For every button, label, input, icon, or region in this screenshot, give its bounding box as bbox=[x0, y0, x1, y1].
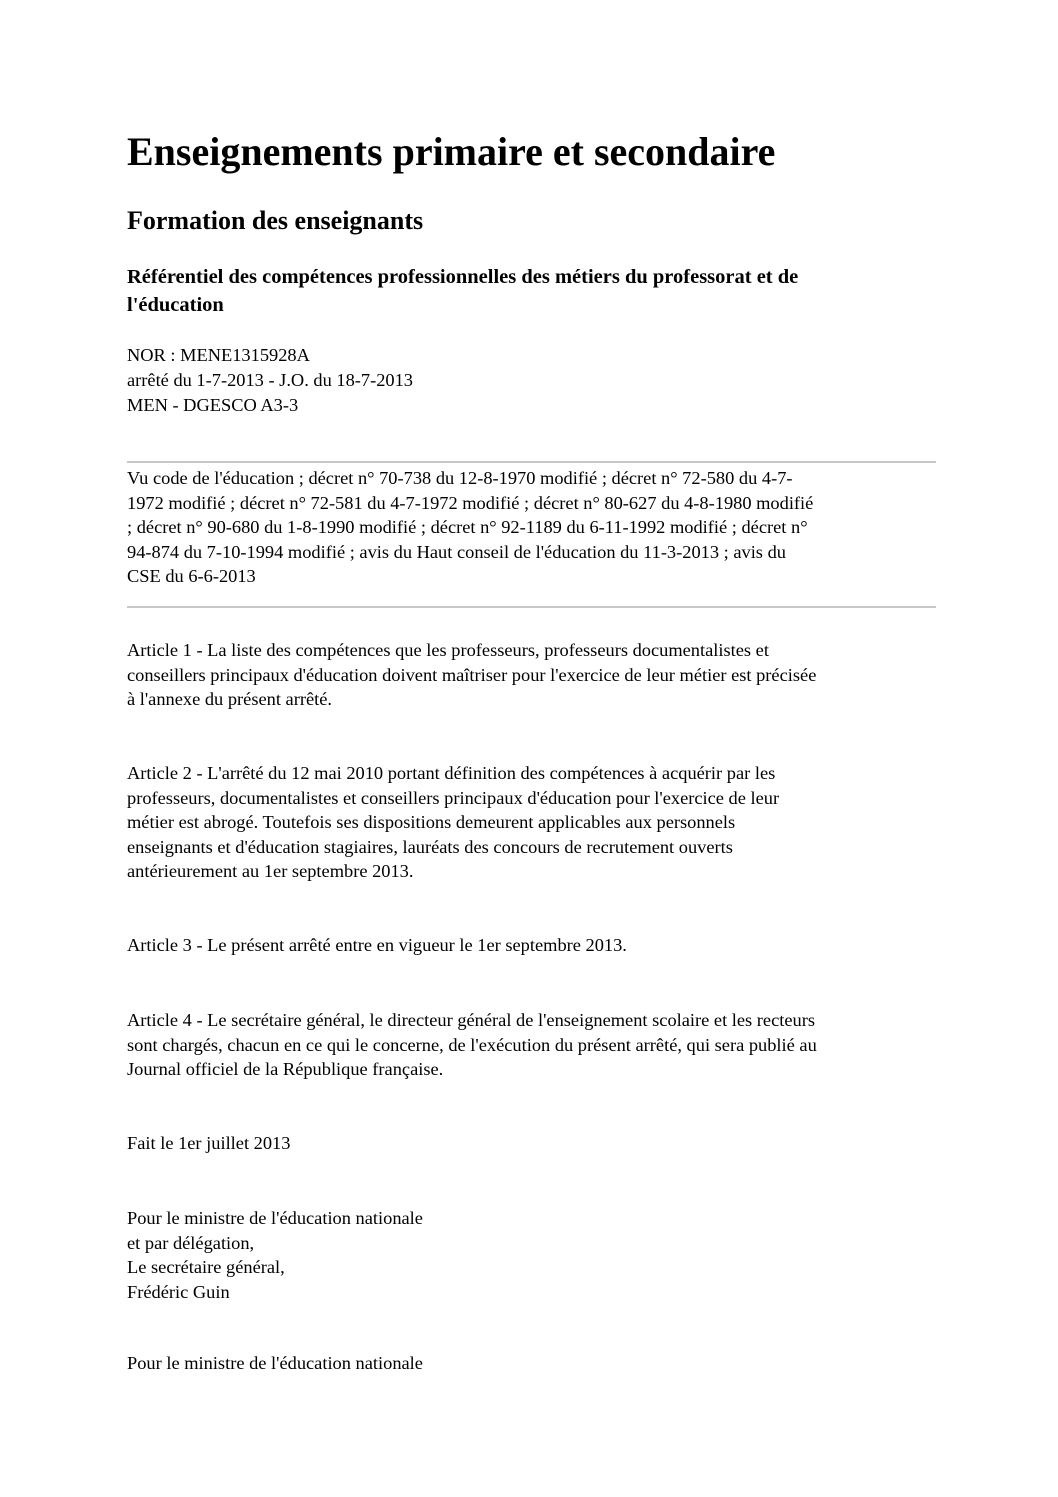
signature-block bbox=[127, 1206, 423, 1304]
article-1 bbox=[127, 638, 816, 712]
article-line: sont chargés, chacun en ce qui le concerne, de l'exécution du présent arrêté, qui sera publié au bbox=[127, 1034, 817, 1055]
section-subtitle: Formation des enseignants bbox=[127, 206, 424, 235]
signatory-name: Frédéric Guin bbox=[127, 1281, 230, 1302]
decree-date: arrêté du 1-7-2013 - J.O. du 18-7-2013 bbox=[127, 370, 414, 390]
divider bbox=[127, 606, 936, 608]
visas-line: 1972 modifié ; décret n° 72-581 du 4-7-1972 modifié ; décret n° 80-627 du 4-8-1980 modifié bbox=[127, 492, 814, 513]
visas-line: ; décret n° 90-680 du 1-8-1990 modifié ; décret n° 92-1189 du 6-11-1992 modifié ; décret n° bbox=[127, 517, 808, 538]
article-line: Article 3 - Le présent arrêté entre en vigueur le 1er septembre 2013. bbox=[127, 935, 627, 955]
visas-line: 94-874 du 7-10-1994 modifié ; avis du Haut conseil de l'éducation du 11-3-2013 ; avis du bbox=[127, 541, 786, 562]
article-line: enseignants et d'éducation stagiaires, lauréats des concours de recrutement ouverts bbox=[127, 836, 733, 857]
article-line: professeurs, documentalistes et conseillers principaux d'éducation pour l'exercice de leur bbox=[127, 787, 780, 808]
article-line: Article 2 - L'arrêté du 12 mai 2010 portant définition des compétences à acquérir par les bbox=[127, 763, 776, 783]
signing-date bbox=[127, 1131, 290, 1156]
article-2 bbox=[127, 761, 779, 884]
nor-reference: NOR : MENE1315928A bbox=[127, 345, 310, 365]
article-line: Article 4 - Le secrétaire général, le directeur général de l'enseignement scolaire et les recteurs bbox=[127, 1010, 815, 1030]
article-4 bbox=[127, 1008, 817, 1082]
signature-line: et par délégation, bbox=[127, 1232, 255, 1253]
visas-line: Vu code de l'éducation ; décret n° 70-738 du 12-8-1970 modifié ; décret n° 72-580 du 4-7- bbox=[127, 468, 793, 488]
article-line: antérieurement au 1er septembre 2013. bbox=[127, 861, 414, 882]
article-line: Journal officiel de la République française. bbox=[127, 1059, 444, 1080]
signature-line: Pour le ministre de l'éducation nationale bbox=[127, 1353, 423, 1373]
divider bbox=[127, 461, 936, 463]
heading-line: l'éducation bbox=[127, 293, 224, 316]
article-line: conseillers principaux d'éducation doivent maîtriser pour l'exercice de leur métier est précisée bbox=[127, 664, 817, 685]
heading-line: Référentiel des compétences professionnelles des métiers du professorat et de bbox=[127, 266, 799, 288]
page-title: Enseignements primaire et secondaire bbox=[127, 129, 776, 174]
article-3 bbox=[127, 933, 627, 958]
article-line: Article 1 - La liste des compétences que les professeurs, professeurs documentalistes et bbox=[127, 640, 769, 660]
document-heading bbox=[127, 264, 798, 319]
metadata-block bbox=[127, 343, 413, 418]
article-line: métier est abrogé. Toutefois ses dispositions demeurent applicables aux personnels bbox=[127, 812, 736, 833]
signature-line: Le secrétaire général, bbox=[127, 1257, 285, 1278]
visas-line: CSE du 6-6-2013 bbox=[127, 566, 256, 587]
issuing-office: MEN - DGESCO A3-3 bbox=[127, 395, 299, 415]
signing-date-text: Fait le 1er juillet 2013 bbox=[127, 1133, 291, 1153]
final-signature-block bbox=[127, 1351, 423, 1376]
signature-line: Pour le ministre de l'éducation nationale bbox=[127, 1208, 423, 1228]
visas-block bbox=[127, 466, 813, 589]
article-line: à l'annexe du présent arrêté. bbox=[127, 689, 332, 710]
